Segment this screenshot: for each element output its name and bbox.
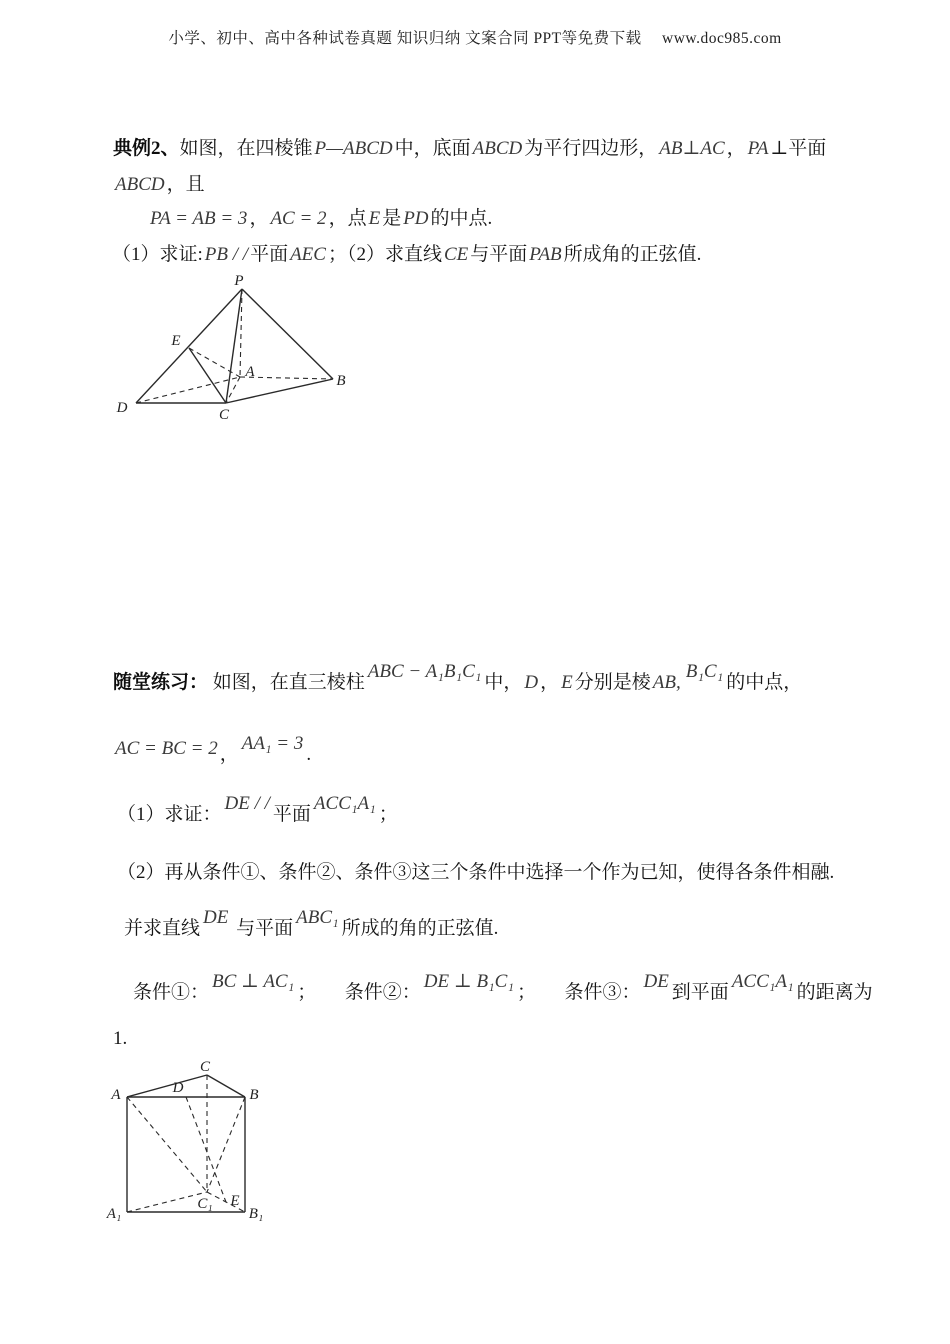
text-segment: DE / / bbox=[224, 793, 270, 814]
text-segment: PB / / bbox=[204, 244, 249, 265]
figure-vertex-label: D bbox=[172, 1080, 184, 1096]
figure-edge-C-B bbox=[207, 1075, 245, 1097]
text-segment: E bbox=[561, 672, 573, 693]
text-segment: 平面 bbox=[250, 244, 289, 265]
text-segment: ； bbox=[516, 982, 565, 1003]
text-segment: ABCD bbox=[115, 174, 165, 195]
figure-vertex-label: P bbox=[234, 273, 244, 289]
text-segment: . bbox=[306, 744, 312, 765]
figure-edge-B-C1 bbox=[207, 1097, 245, 1192]
text-segment: 条件③： bbox=[564, 982, 641, 1003]
text-segment: AC = BC = 2 bbox=[115, 738, 218, 759]
page-header-text: 小学、初中、高中各种试卷真题 知识归纳 文案合同 PPT等免费下载 www.doc985.com bbox=[168, 30, 782, 47]
text-segment: ， bbox=[726, 138, 746, 159]
text-segment: （1）求证： bbox=[117, 804, 222, 825]
figure-vertex-label: C₁ bbox=[197, 1196, 213, 1212]
figure-edge-A-C1 bbox=[127, 1097, 207, 1192]
text-segment: 分别是棱 bbox=[574, 672, 651, 693]
text-segment: 是 bbox=[382, 208, 402, 229]
figure-edge-A1-C1 bbox=[127, 1192, 207, 1212]
text-segment: 如图，在直三棱柱 bbox=[208, 672, 365, 693]
text-segment: PA bbox=[747, 138, 769, 159]
figure-vertex-label: B bbox=[249, 1087, 259, 1103]
text-line-conditions bbox=[133, 971, 873, 1008]
text-segment: 并求直线 bbox=[124, 918, 201, 939]
text-segment: ； bbox=[378, 804, 398, 825]
text-segment: ABC − A₁B₁C₁ bbox=[367, 661, 482, 682]
text-segment: 条件②： bbox=[344, 982, 421, 1003]
text-segment: 为平行四边形， bbox=[524, 138, 658, 159]
text-segment: 条件①： bbox=[133, 982, 210, 1003]
text-segment: （2）再从条件①、条件②、条件③这三个条件中选择一个作为已知，使得各条件相融. bbox=[117, 862, 835, 883]
text-segment: 典例2、 bbox=[113, 138, 180, 159]
text-line-exercise-intro bbox=[113, 661, 803, 698]
text-segment: 中，底面 bbox=[394, 138, 471, 159]
text-segment: 所成的角的正弦值. bbox=[341, 918, 499, 939]
text-segment: PAB bbox=[529, 244, 562, 265]
figure-vertex-label: E bbox=[230, 1193, 240, 1209]
figure-vertex-label: E bbox=[171, 333, 181, 349]
figure-vertex-label: B bbox=[336, 373, 346, 389]
text-segment: 的中点， bbox=[726, 672, 803, 693]
text-segment: AB⊥AC bbox=[659, 138, 725, 159]
text-segment: 与平面 bbox=[470, 244, 528, 265]
figure-vertex-label: A bbox=[245, 364, 255, 380]
text-line-example2-2 bbox=[113, 170, 205, 200]
text-segment: ACC₁A₁ bbox=[731, 971, 794, 992]
text-segment: ， bbox=[219, 744, 239, 765]
text-segment: ， bbox=[540, 672, 560, 693]
text-segment: 随堂练习： bbox=[113, 672, 209, 693]
figure-edge-A-C bbox=[127, 1075, 207, 1097]
text-segment: ；（2）求直线 bbox=[327, 244, 442, 265]
text-segment: 中， bbox=[484, 672, 523, 693]
pyramid-figure bbox=[105, 272, 355, 430]
text-segment: 到平面 bbox=[671, 982, 729, 1003]
text-segment: ⊥平面 bbox=[770, 138, 827, 159]
text-segment: AB, bbox=[652, 672, 681, 693]
text-line-exercise-given bbox=[113, 733, 312, 770]
text-segment: P—ABCD bbox=[314, 138, 393, 159]
text-segment: ABCD bbox=[472, 138, 523, 159]
text-line-one bbox=[113, 1024, 127, 1054]
text-segment: CE bbox=[443, 244, 469, 265]
prism-figure bbox=[106, 1058, 284, 1233]
text-line-exercise-q2 bbox=[117, 858, 834, 888]
text-segment: 的距离为 bbox=[796, 982, 873, 1003]
text-line-exercise-q1 bbox=[117, 793, 398, 830]
figure-vertex-label: A₁ bbox=[106, 1206, 122, 1222]
text-segment: （1）求证: bbox=[112, 244, 203, 265]
text-segment: AA₁ = 3 bbox=[241, 733, 304, 754]
text-segment: ； bbox=[297, 982, 345, 1003]
text-segment: DE ⊥ B₁C₁ bbox=[423, 971, 514, 992]
text-segment: 所成角的正弦值. bbox=[563, 244, 702, 265]
text-segment: AC = 2 bbox=[270, 208, 327, 229]
text-segment: 如图，在四棱锥 bbox=[179, 138, 313, 159]
text-segment: AEC bbox=[290, 244, 326, 265]
text-segment: ， bbox=[249, 208, 269, 229]
figure-vertex-label: D bbox=[116, 400, 128, 416]
figure-edge-P-D bbox=[136, 289, 242, 403]
text-segment: ，点 bbox=[328, 208, 367, 229]
text-segment: PD bbox=[403, 208, 429, 229]
figure-edge-P-B bbox=[242, 289, 333, 379]
text-segment: BC ⊥ AC₁ bbox=[212, 971, 295, 992]
figure-edge-E-C bbox=[189, 348, 226, 403]
text-segment: E bbox=[368, 208, 381, 229]
figure-vertex-label: C bbox=[218, 407, 230, 423]
text-line-example2-1 bbox=[113, 134, 826, 164]
text-line-example2-questions bbox=[112, 240, 701, 270]
text-segment: ABC₁ bbox=[296, 907, 339, 928]
text-segment: 的中点. bbox=[430, 208, 493, 229]
figure-edge-C-B bbox=[226, 379, 333, 403]
figure-edge-D-A bbox=[136, 377, 240, 403]
text-segment: 1. bbox=[113, 1028, 128, 1049]
text-segment: B₁C₁ bbox=[685, 661, 724, 682]
text-segment: ，且 bbox=[166, 174, 205, 195]
text-segment: 平面 bbox=[272, 804, 311, 825]
figure-edge-D-E bbox=[186, 1097, 226, 1202]
text-segment: PA = AB = 3 bbox=[150, 208, 248, 229]
text-segment: D bbox=[524, 672, 539, 693]
text-segment: DE bbox=[203, 907, 229, 928]
text-segment: ACC₁A₁ bbox=[313, 793, 376, 814]
text-line-example2-given bbox=[148, 204, 492, 234]
text-segment: 与平面 bbox=[231, 918, 294, 939]
figure-vertex-label: A bbox=[111, 1087, 121, 1103]
figure-edge-P-C bbox=[226, 289, 242, 403]
figure-vertex-label: B₁ bbox=[248, 1206, 264, 1222]
figure-vertex-label: C bbox=[199, 1059, 211, 1075]
text-line-exercise-q2b bbox=[124, 907, 499, 944]
text-segment: DE bbox=[643, 971, 669, 992]
